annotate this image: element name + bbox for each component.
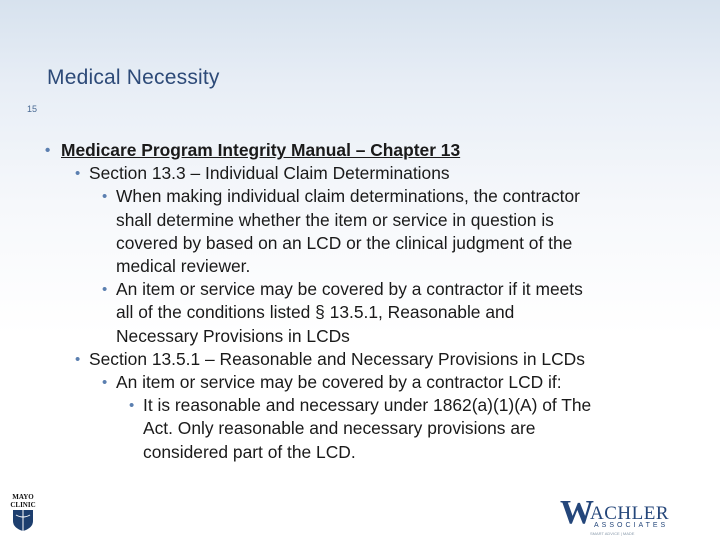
wachler-logo-subtitle: ASSOCIATES	[594, 522, 669, 529]
mayo-logo-line1: MAYO	[12, 493, 34, 501]
b-sub1-line: Act. Only reasonable and necessary provisions are	[143, 418, 536, 439]
wachler-logo-name: ACHLER	[590, 503, 669, 524]
b-sub1-line: considered part of the LCD.	[143, 441, 356, 462]
a-item2-line: Necessary Provisions in LCDs	[116, 325, 350, 346]
b-sub1-line: It is reasonable and necessary under 1862(a)(1)(A) of The	[143, 395, 592, 416]
a-item1-line: shall determine whether the item or service in question is	[116, 209, 554, 230]
section-b-text: Section 13.5.1 – Reasonable and Necessary Provisions in LCDs	[89, 348, 585, 369]
bullet-a-item2	[45, 278, 700, 301]
bullet-icon: •	[129, 397, 135, 415]
a-item2-line: all of the conditions listed § 13.5.1, Reasonable and	[116, 302, 515, 323]
heading-text: Medicare Program Integrity Manual – Chapter 13	[61, 140, 461, 160]
bullet-icon: •	[102, 281, 108, 299]
bullet-b-sub1	[45, 394, 700, 417]
slide-number: 15	[27, 104, 38, 114]
bullet-icon: •	[75, 165, 81, 183]
a-item2-line: An item or service may be covered by a contractor if it meets	[116, 279, 583, 300]
wachler-associates-logo	[560, 494, 715, 536]
bullet-icon: •	[45, 142, 51, 159]
b-item1-text: An item or service may be covered by a contractor LCD if:	[116, 372, 562, 393]
bullet-section-a	[45, 162, 700, 185]
bullet-a-item1	[45, 185, 700, 208]
wachler-logo-tagline: SMART ADVICE | MADE	[590, 531, 635, 536]
wachler-logo-initial: W	[560, 494, 594, 531]
a-item1-line: covered by based on an LCD or the clinical judgment of the	[116, 232, 573, 253]
bullet-heading	[45, 139, 700, 162]
bullet-section-b	[45, 348, 700, 371]
a-item1-line: When making individual claim determinations, the contractor	[116, 186, 580, 207]
bullet-icon: •	[102, 188, 108, 206]
bullet-icon: •	[75, 350, 81, 368]
bullet-icon: •	[102, 374, 108, 392]
mayo-clinic-logo	[8, 492, 38, 532]
mayo-logo-line2: CLINIC	[10, 501, 36, 509]
slide-title: Medical Necessity	[47, 66, 220, 89]
bullet-b-item1	[45, 371, 700, 394]
a-item1-line: medical reviewer.	[116, 256, 251, 277]
slide-content	[45, 139, 700, 464]
section-a-text: Section 13.3 – Individual Claim Determinations	[89, 163, 450, 184]
